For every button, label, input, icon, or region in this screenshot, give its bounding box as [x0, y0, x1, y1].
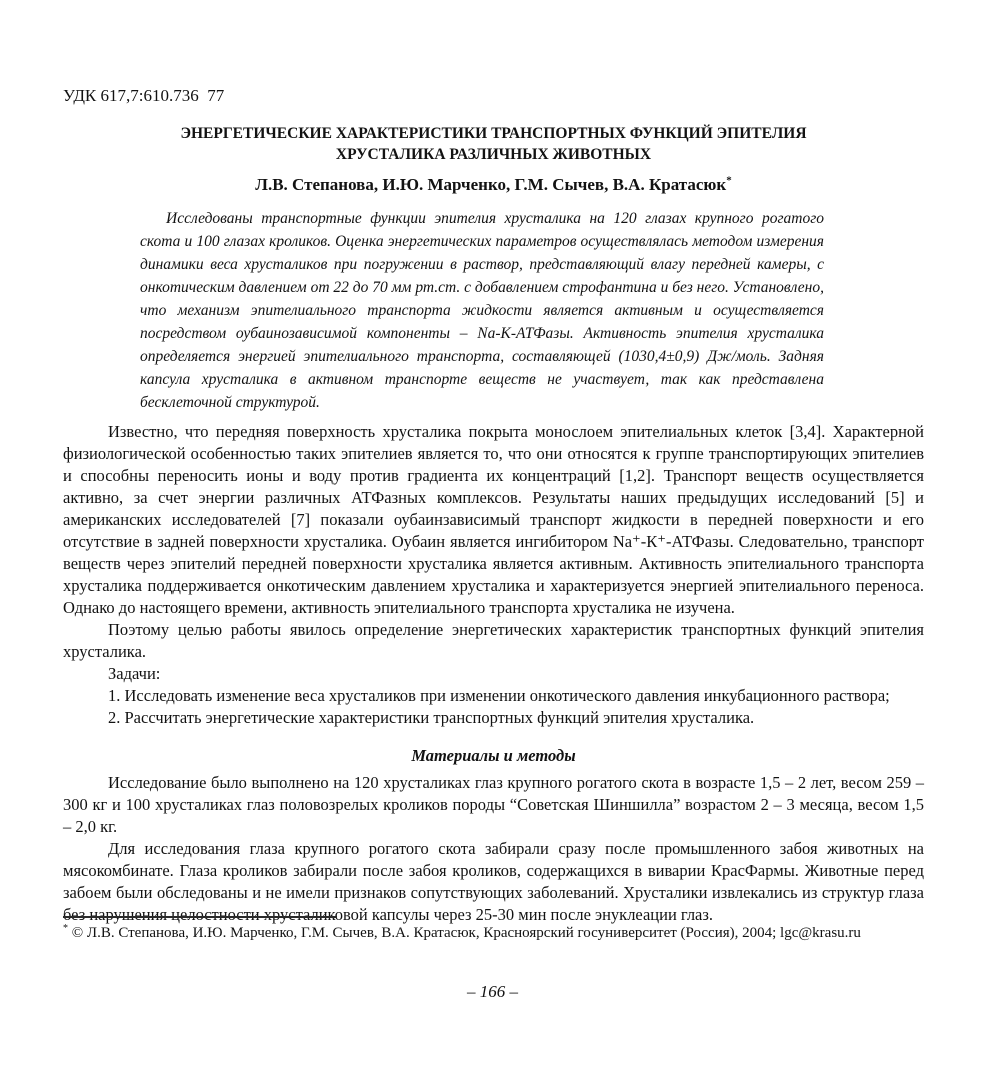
footnote-divider	[63, 916, 337, 918]
paper-title-line-1: ЭНЕРГЕТИЧЕСКИЕ ХАРАКТЕРИСТИКИ ТРАНСПОРТНЫХ ФУНКЦИЙ ЭПИТЕЛИЯ	[180, 125, 807, 142]
section-heading-materials-and-methods: Материалы и методы	[411, 746, 576, 765]
methods-paragraph-2: Для исследования глаза крупного рогатого скота забирали сразу после промышленного забоя животных на мясокомбинате. Глаза кроликов забирали после забоя кроликов, содержащихся в виварии КрасФармы. Животные перед забоем были обследованы и не имели признаков сопутствующих заболеваний. Хрусталики извлекались из структур глаза без нарушения целостности хрусталиковой капсулы через 25-30 мин после энуклеации глаз.	[63, 839, 924, 924]
intro-paragraph-2: Поэтому целью работы явилось определение энергетических характеристик транспортных функций эпителия хрусталика.	[63, 620, 924, 661]
udk-number: УДК 617,7:610.736 77	[63, 86, 225, 105]
abstract-paragraph: Исследованы транспортные функции эпителия хрусталика на 120 глазах крупного рогатого скота и 100 глазах кроликов. Оценка энергетических параметров осуществлялась методом измерения динамики веса хрусталиков при погружении в раствор, представляющий влагу передней камеры, с онкотическим давлением от 22 до 70 мм рт.ст. с добавлением строфантина и без него. Установлено, что механизм эпителиального транспорта жидкости является активным и осуществляется посредством оубаинозависимой компоненты – Na-К-АТФазы. Активность эпителия хрусталика определяется энергией эпителиального транспорта, составляющей (1030,4±0,9) Дж/моль. Задняя капсула хрусталика в активном транспорте веществ не участвует, так как представлена бесклеточной структурой.	[140, 210, 824, 411]
footnote-mark: *	[63, 923, 68, 934]
methods-paragraph-1: Исследование было выполнено на 120 хрусталиках глаз крупного рогатого скота в возрасте 1,5 – 2 лет, весом 259 – 300 кг и 100 хрусталиках глаз половозрелых кроликов породы “Советская Шиншилла” возрастом 2 – 3 месяца, весом 1,5 – 2,0 кг.	[63, 773, 924, 836]
intro-paragraph-1: Известно, что передняя поверхность хрусталика покрыта монослоем эпителиальных клеток [3,4]. Характерной физиологической особенностью таких эпителиев является то, что они относятся к группе транспортирующих эпителиев и способны переносить ионы и воду против градиента их концентраций [1,2]. Транспорт веществ осуществляется активно, за счет энергии различных АТФазных комплексов. Результаты наших предыдущих исследований [5] и американских исследователей [7] показали оубаинзависимый транспорт жидкости в передней поверхности и его отсутствие в задней поверхности хрусталика. Оубаин является ингибитором Na⁺-К⁺-АТФазы. Следовательно, транспорт веществ через эпителий передней поверхности хрусталика является активным. Активность эпителиального транспорта хрусталика поддерживается онкотическим давлением хрусталика и характеризуется энергией эпителиального переноса. Однако до настоящего времени, активность эпителиального транспорта хрусталика не изучена.	[63, 422, 924, 617]
footnote	[63, 916, 924, 944]
authors-line	[63, 174, 924, 195]
paper-title	[63, 123, 924, 165]
page-number: – 166 –	[467, 982, 518, 1001]
footnote-copyright: © Л.В. Степанова, И.Ю. Марченко, Г.М. Сычев, В.А. Кратасюк, Красноярский госуниверситет (Россия), 2004; lgc@krasu.ru	[71, 925, 861, 941]
paper-title-line-2: ХРУСТАЛИКА РАЗЛИЧНЫХ ЖИВОТНЫХ	[335, 146, 652, 163]
authors-names: Л.В. Степанова, И.Ю. Марченко, Г.М. Сычев, В.А. Кратасюк	[255, 175, 727, 194]
intro-paragraph-tasks-label: Задачи:	[108, 664, 161, 683]
authors-footnote-mark: *	[726, 174, 732, 187]
footnote-text	[63, 923, 924, 944]
intro-task-item-2: 2. Рассчитать энергетические характеристики транспортных функций эпителия хрусталика.	[108, 708, 755, 727]
intro-task-item-1: 1. Исследовать изменение веса хрусталиков при изменении онкотического давления инкубационного раствора;	[108, 686, 890, 705]
